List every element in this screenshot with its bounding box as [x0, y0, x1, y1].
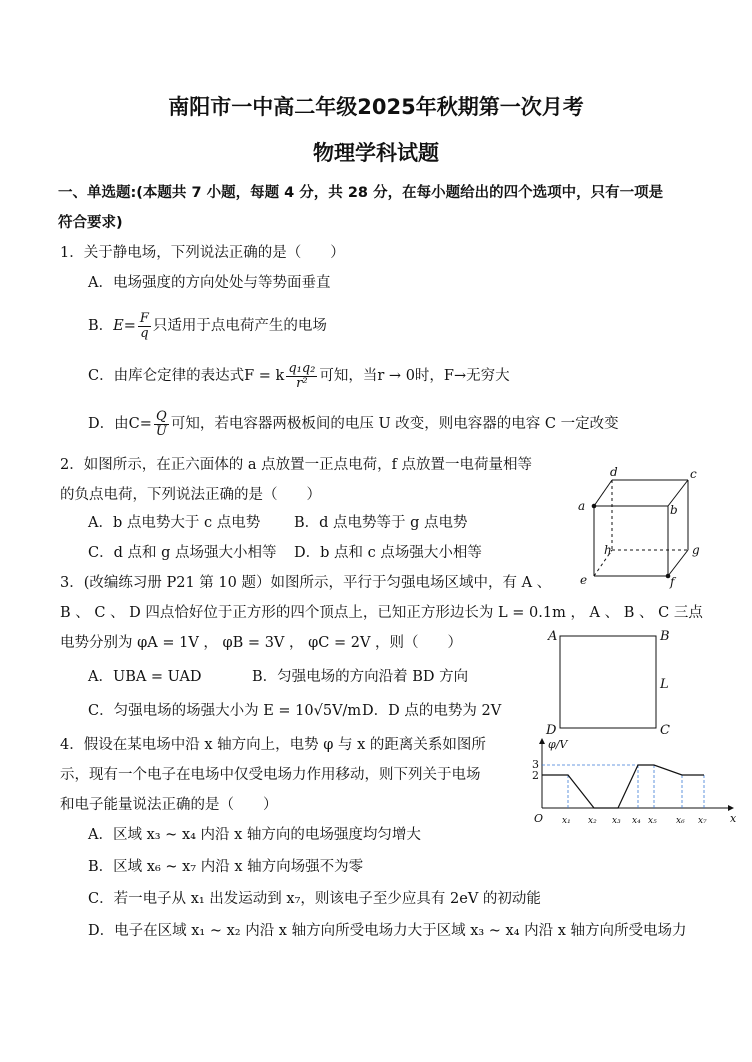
square-label-c: C	[660, 723, 670, 738]
cube-label-h: h	[604, 543, 612, 557]
q2-option-b: B．d 点电势等于 g 点电势	[294, 515, 468, 531]
cube-figure	[570, 462, 710, 592]
q2-option-d: D．b 点和 c 点场强大小相等	[294, 545, 482, 561]
square-label-d: D	[546, 723, 557, 738]
q4-stem-line2: 示，现有一个电子在电场中仅受电场力作用移动，则下列关于电场	[60, 767, 481, 783]
q1-option-b-pre: E=	[113, 318, 136, 334]
xtick-x3: x₃	[612, 816, 621, 826]
q1-option-a: A．电场强度的方向处处与等势面垂直	[88, 275, 331, 291]
q3-stem-line2: B 、 C 、 D 四点恰好位于正方形的四个顶点上，已知正方形边长为 L = 0.1m ， A 、 B 、 C 三点	[60, 605, 703, 621]
q3-option-d: D．D 点的电势为 2V	[362, 703, 502, 719]
cube-label-d: d	[610, 465, 618, 479]
xtick-x5: x₅	[648, 816, 657, 826]
xtick-x7: x₇	[698, 816, 707, 826]
q1-option-d-pre: D．由C=	[88, 416, 152, 432]
xtick-x1: x₁	[562, 816, 571, 826]
q4-stem-line3: 和电子能量说法正确的是（ ）	[60, 797, 278, 813]
cube-edge	[668, 550, 688, 576]
graph-origin: O	[534, 812, 544, 825]
xtick-x4: x₄	[632, 816, 641, 826]
square-label-a: A	[548, 629, 558, 644]
cube-label-a: a	[578, 499, 586, 513]
q1-option-b	[88, 306, 327, 346]
cube-label-c: c	[690, 467, 697, 481]
q3-stem-line1: 3．(改编练习册 P21 第 10 题）如图所示，平行于匀强电场区域中，有 A 、	[60, 575, 552, 591]
q2-stem-line1: 2．如图所示，在正六面体的 a 点放置一正点电荷，f 点放置一电荷量相等	[60, 457, 533, 473]
q4-option-c: C．若一电子从 x₁ 出发运动到 x₇，则该电子至少应具有 2eV 的初动能	[88, 891, 541, 907]
q1-option-d-post: 可知，若电容器两极板间的电压 U 改变，则电容器的电容 C 一定改变	[170, 416, 619, 432]
q2-stem-line2: 的负点电荷，下列说法正确的是（ ）	[60, 487, 321, 503]
exam-title: 南阳市一中高二年级2025年秋期第一次月考	[168, 95, 584, 119]
section-heading-line2: 符合要求)	[58, 215, 123, 231]
point-a-charge	[592, 504, 597, 509]
q1-option-c	[88, 356, 510, 396]
q2-option-a: A．b 点电势大于 c 点电势	[88, 515, 261, 531]
cube-label-b: b	[670, 503, 678, 517]
q1-d-denominator: U	[155, 423, 167, 439]
cube-label-f: f	[670, 575, 675, 589]
y-axis-arrow	[539, 738, 545, 744]
phi-curve	[542, 765, 704, 808]
q2-option-c: C．d 点和 g 点场强大小相等	[88, 545, 277, 561]
square-abcd	[560, 636, 656, 728]
q1-option-c-pre: C．由库仑定律的表达式F = k	[88, 368, 285, 384]
q1-option-b-post: 只适用于点电荷产生的电场	[152, 318, 327, 334]
xtick-x6: x₆	[676, 816, 685, 826]
q3-option-b: B．匀强电场的方向沿着 BD 方向	[252, 669, 469, 685]
square-figure	[542, 626, 682, 738]
xtick-x2: x₂	[588, 816, 597, 826]
graph-xlabel: x	[730, 812, 737, 825]
q1-option-d-fraction	[154, 410, 169, 439]
q1-stem: 1．关于静电场，下列说法正确的是（ ）	[60, 245, 345, 261]
q1-d-numerator: Q	[154, 410, 169, 425]
cube-label-g: g	[692, 543, 700, 557]
q3-stem-line3: 电势分别为 φA = 1V ， φB = 3V ， φC = 2V ，则（ ）	[60, 635, 463, 651]
q4-option-b: B．区域 x₆ ~ x₇ 内沿 x 轴方向场强不为零	[88, 859, 364, 875]
q4-stem-line1: 4．假设在某电场中沿 x 轴方向上，电势 φ 与 x 的距离关系如图所	[60, 737, 486, 753]
potential-graph	[526, 734, 738, 828]
q1-option-b-label: B．	[88, 318, 114, 334]
q1-b-denominator: q	[140, 325, 149, 341]
square-label-l: L	[660, 677, 669, 692]
q4-option-a: A．区域 x₃ ~ x₄ 内沿 x 轴方向的电场强度均匀增大	[88, 827, 421, 843]
exam-subtitle: 物理学科试题	[313, 141, 439, 165]
ytick-3: 3	[532, 758, 539, 771]
q1-b-numerator: F	[139, 310, 149, 326]
q1-option-b-fraction	[138, 312, 151, 341]
q1-c-numerator: q₁q₂	[288, 360, 316, 376]
q1-option-c-fraction	[286, 362, 317, 391]
q4-option-d: D．电子在区域 x₁ ~ x₂ 内沿 x 轴方向所受电场力大于区域 x₃ ~ x₄ 内沿 x 轴方向所受电场力	[88, 923, 687, 939]
ytick-2: 2	[532, 769, 539, 782]
section-heading-line1: 一、单选题:(本题共 7 小题，每题 4 分，共 28 分，在每小题给出的四个选项中，只有一项是	[58, 185, 664, 201]
q1-option-d	[88, 404, 619, 444]
x-axis-arrow	[728, 805, 734, 811]
cube-label-e: e	[580, 573, 588, 587]
q3-option-a: A．UBA = UAD	[88, 669, 202, 685]
q3-option-c: C．匀强电场的场强大小为 E = 10√5V/m	[88, 703, 362, 719]
square-label-b: B	[660, 629, 670, 644]
q1-option-c-post: 可知，当r → 0时，F→无穷大	[319, 368, 510, 384]
graph-ylabel: φ/V	[548, 738, 568, 751]
cube-edge	[594, 480, 612, 506]
q1-c-denominator: r²	[296, 375, 308, 391]
